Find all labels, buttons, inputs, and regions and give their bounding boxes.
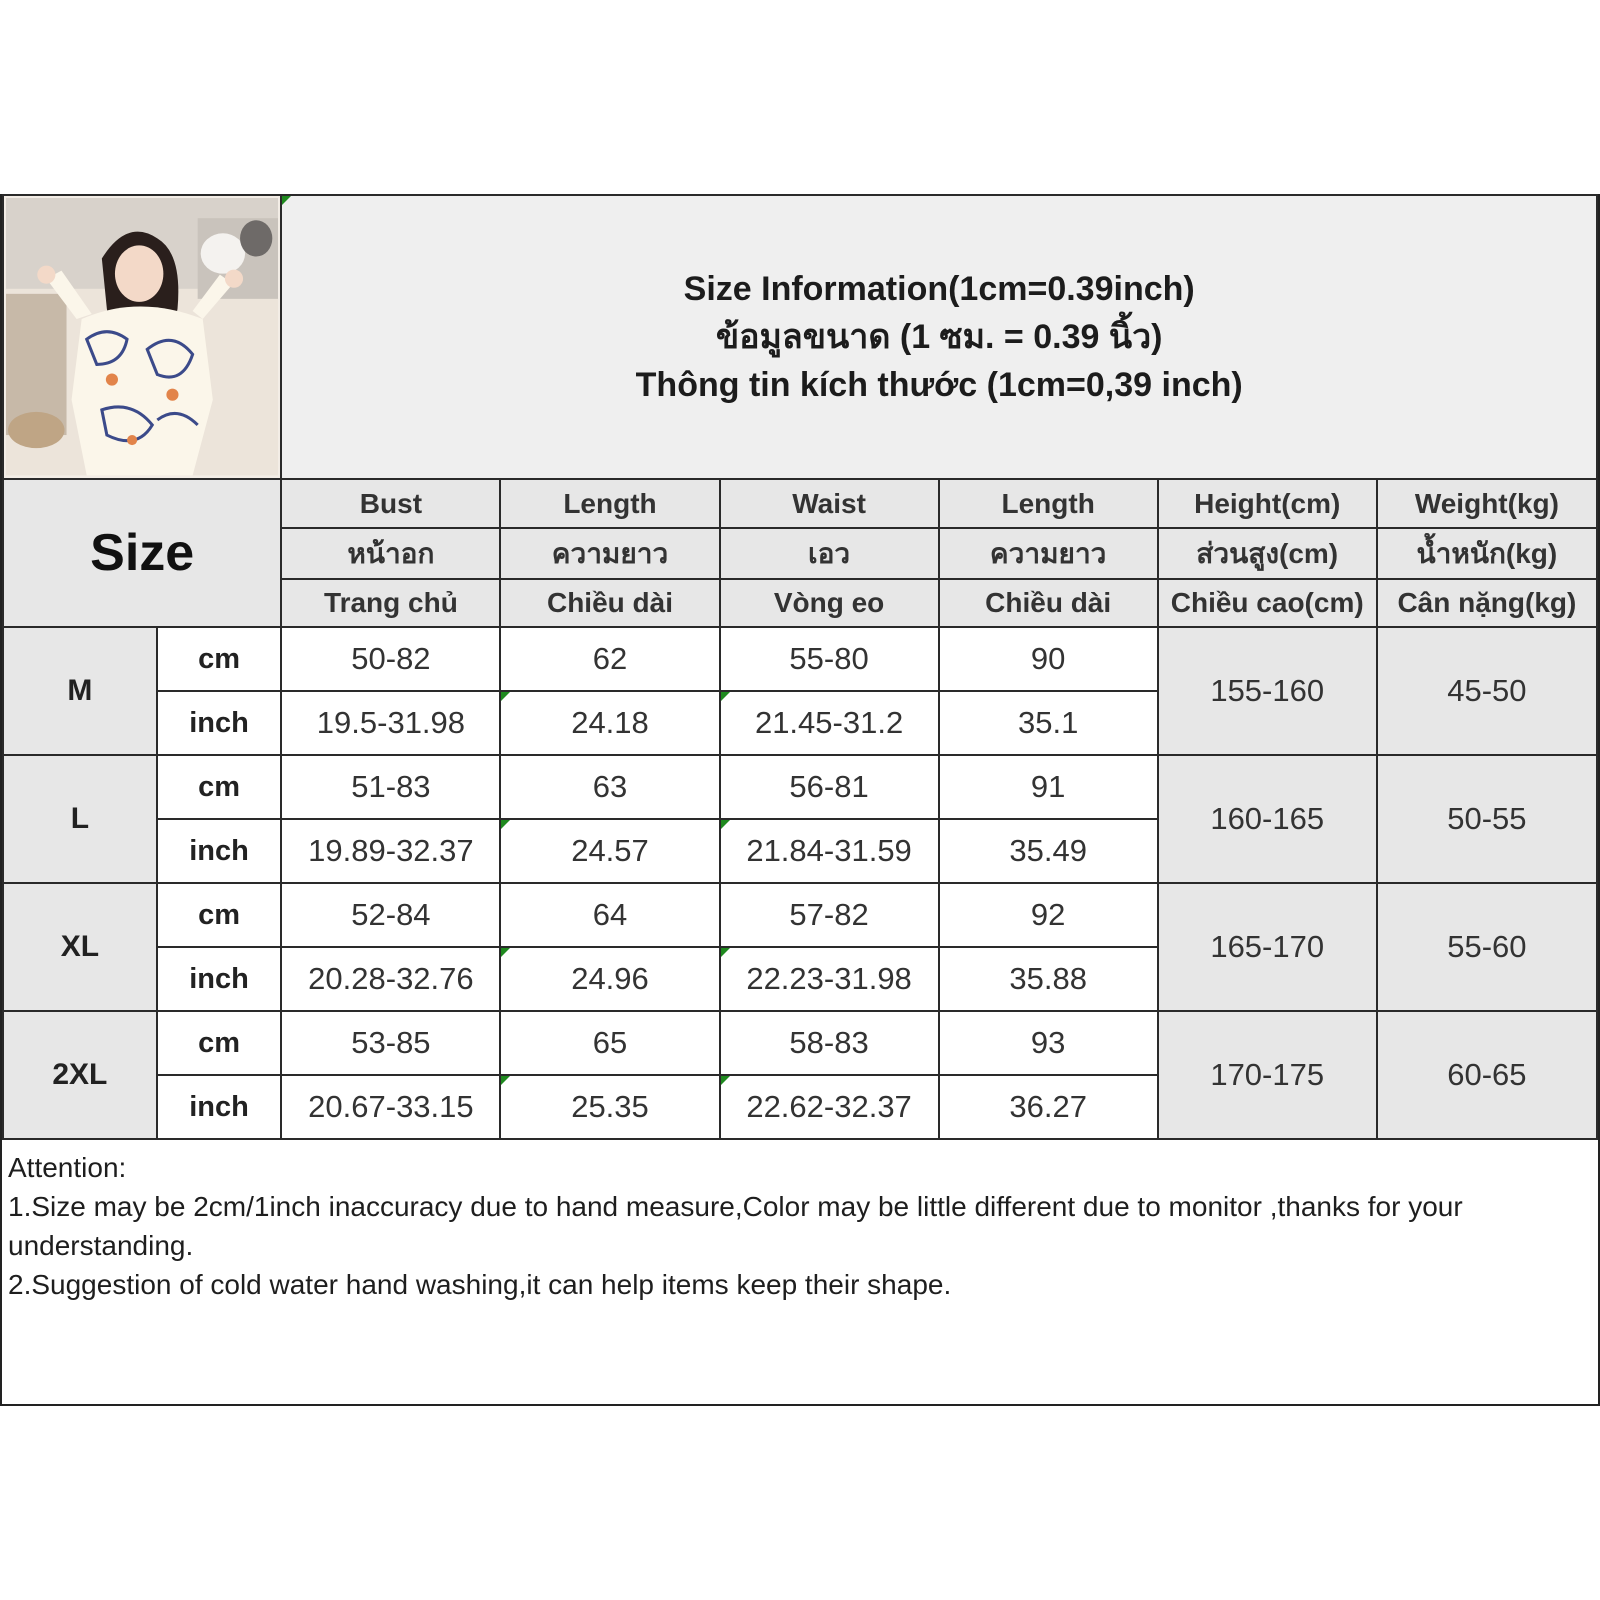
weight-cell: 50-55 <box>1377 755 1597 883</box>
column-header-length2-en: Length <box>939 479 1158 528</box>
height-cell: 160-165 <box>1158 755 1377 883</box>
table-cell: 24.57 <box>500 819 719 883</box>
column-header-bust-en: Bust <box>281 479 500 528</box>
table-cell: 20.67-33.15 <box>281 1075 500 1139</box>
notes-item-2: 2.Suggestion of cold water hand washing,it can help items keep their shape. <box>8 1269 952 1300</box>
column-header-weight-en: Weight(kg) <box>1377 479 1597 528</box>
notes-heading: Attention: <box>8 1152 127 1183</box>
title-line-vietnamese: Thông tin kích thước (1cm=0,39 inch) <box>635 366 1243 404</box>
size-name-m: M <box>3 627 157 755</box>
unit-cm: cm <box>157 627 282 691</box>
weight-cell: 55-60 <box>1377 883 1597 1011</box>
column-header-weight-th: น้ำหนัก(kg) <box>1377 528 1597 579</box>
table-cell: 36.27 <box>939 1075 1158 1139</box>
attention-notes <box>8 1148 1588 1304</box>
unit-inch: inch <box>157 1075 282 1139</box>
unit-cm: cm <box>157 883 282 947</box>
table-cell: 63 <box>500 755 719 819</box>
height-cell: 170-175 <box>1158 1011 1377 1139</box>
table-cell: 19.89-32.37 <box>281 819 500 883</box>
height-cell: 165-170 <box>1158 883 1377 1011</box>
unit-inch: inch <box>157 947 282 1011</box>
table-cell: 53-85 <box>281 1011 500 1075</box>
column-header-weight-vi: Cân nặng(kg) <box>1377 579 1597 627</box>
unit-cm: cm <box>157 1011 282 1075</box>
size-header: Size <box>3 479 281 627</box>
table-cell: 22.23-31.98 <box>720 947 939 1011</box>
unit-cm: cm <box>157 755 282 819</box>
table-cell: 56-81 <box>720 755 939 819</box>
table-cell: 65 <box>500 1011 719 1075</box>
title-line-english: Size Information(1cm=0.39inch) <box>683 270 1195 308</box>
column-header-bust-th: หน้าอก <box>281 528 500 579</box>
unit-inch: inch <box>157 691 282 755</box>
table-cell: 52-84 <box>281 883 500 947</box>
table-cell: 21.45-31.2 <box>720 691 939 755</box>
size-name-xl: XL <box>3 883 157 1011</box>
table-cell: 92 <box>939 883 1158 947</box>
product-photo <box>3 195 281 479</box>
column-header-height-th: ส่วนสูง(cm) <box>1158 528 1377 579</box>
table-cell: 25.35 <box>500 1075 719 1139</box>
table-cell: 55-80 <box>720 627 939 691</box>
size-name-2xl: 2XL <box>3 1011 157 1139</box>
column-header-height-en: Height(cm) <box>1158 479 1377 528</box>
title-line-thai: ข้อมูลขนาด (1 ซม. = 0.39 นิ้ว) <box>715 318 1163 356</box>
table-cell: 24.96 <box>500 947 719 1011</box>
column-header-height-vi: Chiều cao(cm) <box>1158 579 1377 627</box>
column-header-waist-vi: Vòng eo <box>720 579 939 627</box>
table-cell: 58-83 <box>720 1011 939 1075</box>
table-cell: 19.5-31.98 <box>281 691 500 755</box>
weight-cell: 45-50 <box>1377 627 1597 755</box>
table-cell: 35.1 <box>939 691 1158 755</box>
column-header-waist-en: Waist <box>720 479 939 528</box>
table-cell: 51-83 <box>281 755 500 819</box>
unit-inch: inch <box>157 819 282 883</box>
table-cell: 91 <box>939 755 1158 819</box>
column-header-length2-vi: Chiều dài <box>939 579 1158 627</box>
table-cell: 62 <box>500 627 719 691</box>
title-cell <box>281 195 1597 479</box>
table-cell: 21.84-31.59 <box>720 819 939 883</box>
table-cell: 24.18 <box>500 691 719 755</box>
column-header-length2-th: ความยาว <box>939 528 1158 579</box>
column-header-length-en: Length <box>500 479 719 528</box>
table-cell: 90 <box>939 627 1158 691</box>
table-cell: 35.88 <box>939 947 1158 1011</box>
table-cell: 20.28-32.76 <box>281 947 500 1011</box>
size-name-l: L <box>3 755 157 883</box>
table-cell: 22.62-32.37 <box>720 1075 939 1139</box>
table-cell: 35.49 <box>939 819 1158 883</box>
table-cell: 57-82 <box>720 883 939 947</box>
notes-item-1: 1.Size may be 2cm/1inch inaccuracy due to hand measure,Color may be little different due to monitor ,thanks for your understanding. <box>8 1191 1463 1261</box>
column-header-length-th: ความยาว <box>500 528 719 579</box>
column-header-bust-vi: Trang chủ <box>281 579 500 627</box>
table-cell: 64 <box>500 883 719 947</box>
column-header-length-vi: Chiều dài <box>500 579 719 627</box>
height-cell: 155-160 <box>1158 627 1377 755</box>
column-header-waist-th: เอว <box>720 528 939 579</box>
weight-cell: 60-65 <box>1377 1011 1597 1139</box>
size-chart-table <box>2 194 1598 1140</box>
table-cell: 50-82 <box>281 627 500 691</box>
table-cell: 93 <box>939 1011 1158 1075</box>
